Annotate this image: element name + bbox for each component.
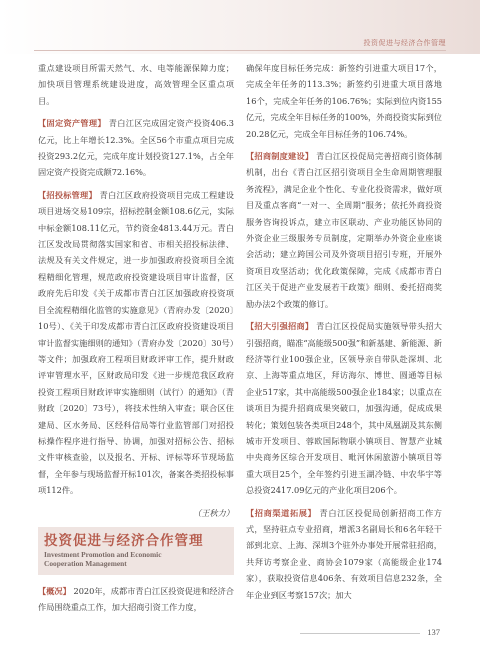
paragraph <box>38 115 234 181</box>
paragraph-tag: 【固定资产管理】 <box>38 118 106 129</box>
paragraph: 确保年度目标任务完成：新签约引进重大项目17个，完成全年任务的113.3%；新签约引进重大项目落地16个，完成全年任务的106.76%；实际到位内资155亿元，完成全年目标任务的100%，外商投资实际到位20.28亿元，完成全年目标任务的106.74%。 <box>246 63 442 139</box>
section-heading-box <box>38 527 234 575</box>
paragraph-tag: 【招投标管理】 <box>38 189 97 200</box>
left-column <box>38 60 234 622</box>
paragraph: 重点建设项目所需天然气、水、电等能源保障力度；加快项目管理系统建设进度，高效管理全区重点项目。 <box>38 63 234 106</box>
section-title: 投资促进与经济合作管理 <box>44 532 204 549</box>
paragraph-text: 2020年，成都市青白江区投资促进和经济合作局围绕重点工作，加大招商引资工作力度， <box>38 585 234 613</box>
footer-rule <box>300 633 420 634</box>
paragraph <box>38 583 234 616</box>
paragraph-tag: 【概况】 <box>38 585 71 596</box>
page-number: 137 <box>427 627 440 637</box>
paragraph-tag: 【招大引强招商】 <box>246 321 314 332</box>
author-signature: （王秋力） <box>193 507 234 518</box>
section-title-en-line2: Cooperation Management <box>44 559 127 569</box>
paragraph-text: 青白江区投促局创新招商工作方式，坚持驻点专业招商，增派3名副局长和6名年轻干部到北京、上海、深圳3个驻外办事处开展常驻招商，共拜访考察企业、商协会1079家（高能级企业174家），获取投资信息406条、有效项目信息232条，全年企业到区考察157次；加大 <box>246 507 442 600</box>
paragraph-text: 青白江区政府投资项目完成工程建设项目进场交易109宗，招标控制金额108.6亿元，实际中标金额108.11亿元，节约资金4813.44万元。青白江区发改局贯彻落实国家和省、市相关招投标法律、法规及有关文件规定，进一步加强政府投资项目全流程精细化管理，规范政府投资建设项目审计监督，区政府先后印发《关于成都市青白江区加强政府投资项目全流程精细化监管的实施意见》（青府办发〔2020〕10号）、《关于印发成都市青白江区政府投资建设项目审计监督实施细则的通知》（青府办发〔2020〕30号）等文件；加强政府工程项目财政评审工作，提升财政评审管理水平，区财政局印发《进一步规范我区政府投资工程项目财政评审实施细则（试行）的通知》（青财政〔2020〕73号），将技术性纳入审查；联合区住建局、区水务局、区经科信局等行业监管部门对招投标操作程序进行指导、协调，加强对招标公告、招标文件审核查验，以及报名、开标、评标等环节现场监督，全年参与现场监督开标101次，备案各类招投标事项112件。 <box>38 189 234 496</box>
paragraph <box>246 505 442 603</box>
paragraph <box>38 187 234 499</box>
running-header: 投资促进与经济合作管理 <box>363 39 446 47</box>
paragraph-tag: 【招商渠道拓展】 <box>246 507 317 518</box>
right-column <box>246 60 442 609</box>
header-rule <box>34 50 446 51</box>
paragraph <box>246 318 442 498</box>
section-title-en-line1: Investment Promotion and Economic <box>44 549 162 559</box>
paragraph-text: 青白江区投促局实施领导带头招大引强招商，瞄准“高能级500强”和新基建、新能源、新经济等行业100强企业，区领导亲自带队赴深圳、北京、上海等重点地区，拜访海尔、博世、圆通等目标企业517家，其中高能级500强企业184家；以重点在谈项目为提升招商成果突破口，加强沟通，促成成果转化；策划包装各类项目248个，其中凤凰湖及其东侧城市开发项目、蓉欧国际物联小镇项目、智慧产业城中央商务区综合开发项目、毗河休闲旅游小镇项目等重大项目25个，全年签约引进玉湖冷链、中农华宇等总投资2417.09亿元的产业化项目206个。 <box>246 321 442 496</box>
paragraph-text: 青白江区完成固定资产投资406.3亿元，比上年增长12.3%。全区56个市重点项目完成投资293.2亿元，完成年度计划投资127.1%，占全年固定资产投资完成额72.16%。 <box>38 118 234 178</box>
paragraph-tag: 【招商制度建设】 <box>246 151 314 162</box>
paragraph-text: 青白江区投促局完善招商引资体制机制，出台《青白江区招引资项目全生命周期管理服务流程》，满足企业个性化、专业化投资需求，做好项目及重点客商“一对一、全周期”服务；依托外商投资服务咨询投诉点，建立市区联动、产业功能区协同的外资企业三级服务专员制度，定期举办外资企业座谈会活动；建立跨国公司及外资项目招引专班，开展外资项目攻坚活动；优化政策保障，完成《成都市青白江区关于促进产业发展若干政策》细则、委托招商奖励办法2个政策的修订。 <box>246 151 442 309</box>
paragraph <box>246 148 442 312</box>
